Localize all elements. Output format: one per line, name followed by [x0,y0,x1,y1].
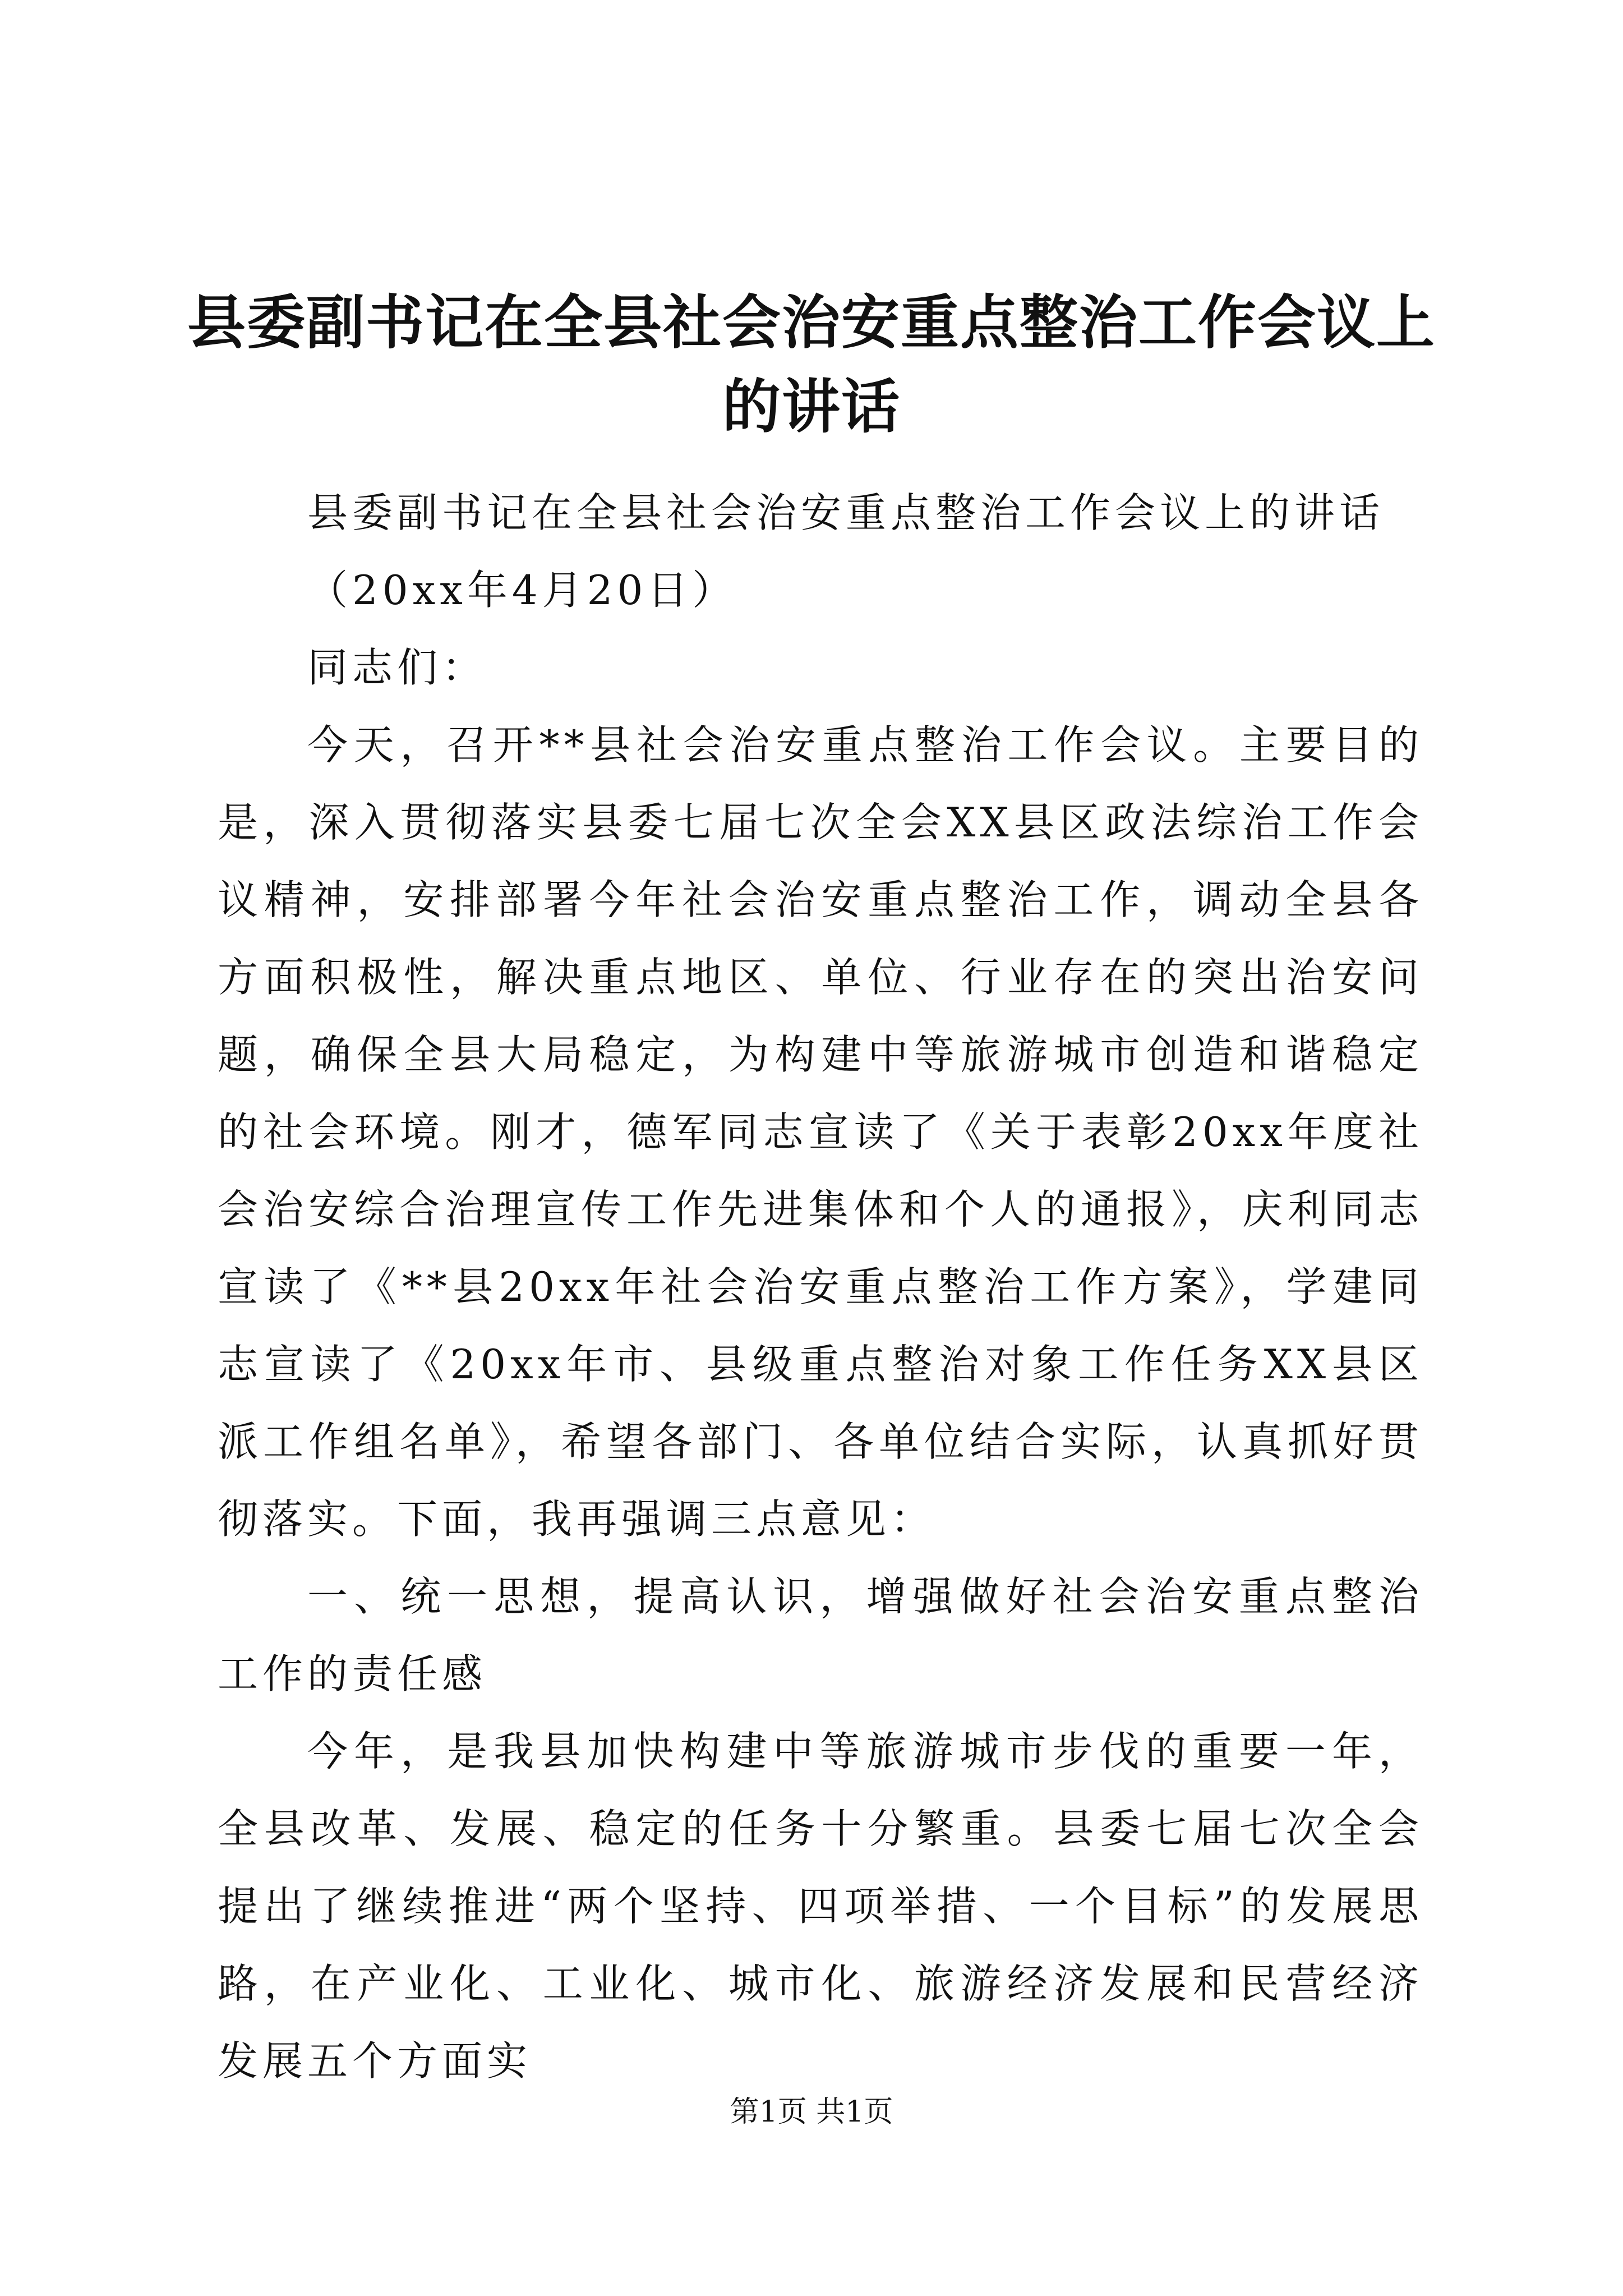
page-footer: 第1页 共1页 [730,2095,893,2129]
body-paragraph: 今天，召开**县社会治安重点整治工作会议。主要目的是，深入贯彻落实县委七届七次全会XX县区政法综治工作会议精神，安排部署今年社会治安重点整治工作，调动全县各方面积极性，解决重点地区、单位、行业存在的突出治安问题，确保全县大局稳定，为构建中等旅游城市创造和谐稳定的社会环境。刚才，德军同志宣读了《关于表彰20xx年度社会治安综合治理宣传工作先进集体和个人的通报》，庆利同志宣读了《**县20xx年社会治安重点整治工作方案》，学建同志宣读了《20xx年市、县级重点整治对象工作任务XX县区派工作组名单》，希望各部门、各单位结合实际，认真抓好贯彻落实。下面，我再强调三点意见： [218,721,1423,1543]
document-title: 县委副书记在全县社会治安重点整治工作会议上的讲话 [187,288,1436,441]
document-body [218,474,1423,2100]
subtitle-line: 县委副书记在全县社会治安重点整治工作会议上的讲话 [307,489,1385,536]
date-line: （20xx年4月20日） [307,567,737,614]
section-heading: 一、统一思想，提高认识，增强做好社会治安重点整治工作的责任感 [218,1573,1423,1697]
salutation: 同志们： [307,644,487,691]
body-paragraph: 今年，是我县加快构建中等旅游城市步伐的重要一年，全县改革、发展、稳定的任务十分繁重。县委七届七次全会提出了继续推进“两个坚持、四项举措、一个目标”的发展思路，在产业化、工业化、城市化、旅游经济发展和民营经济发展五个方面实 [218,1728,1423,2085]
